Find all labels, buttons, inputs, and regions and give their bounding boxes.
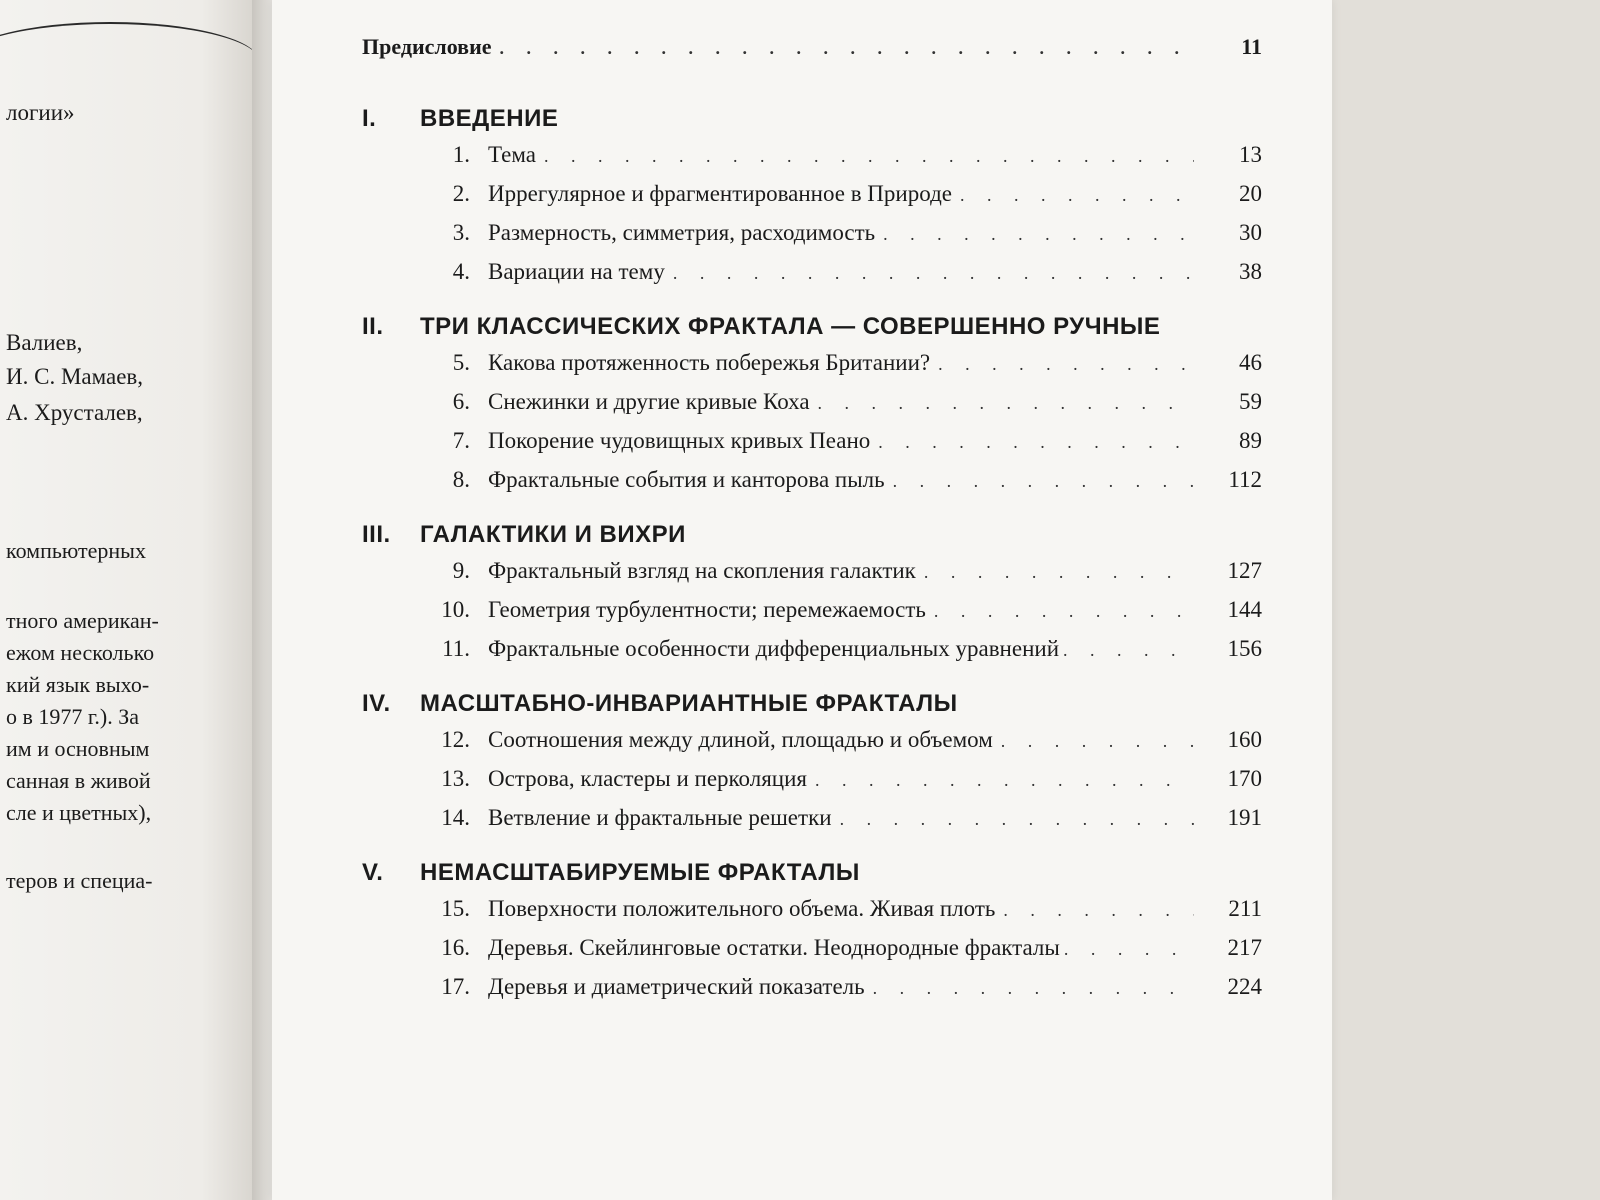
left-line: сле и цветных), <box>6 800 152 825</box>
left-line: санная в живой <box>6 768 151 793</box>
toc-entry-page: 11 <box>1241 34 1262 59</box>
left-line: И. С. Мамаев, <box>6 364 144 389</box>
toc-entry-title: Покорение чудовищных кривых Пеано <box>488 428 871 453</box>
chapter-number: III. <box>362 521 391 548</box>
toc-entry-number: 2. <box>452 181 470 206</box>
toc-entry <box>362 558 1262 597</box>
toc-entry <box>362 181 1262 220</box>
dot-leader <box>815 770 1194 791</box>
left-line: о в 1977 г.). За <box>6 704 140 729</box>
toc-entry-number: 9. <box>452 558 470 583</box>
dot-leader <box>673 263 1194 284</box>
dot-leader <box>818 393 1194 414</box>
table-of-contents <box>362 34 1262 1013</box>
toc-entry <box>362 896 1262 935</box>
dot-leader <box>883 224 1194 245</box>
toc-chapter-heading <box>362 520 1262 550</box>
toc-entry <box>362 428 1262 467</box>
toc-entry-title: Поверхности положительного объема. Живая плоть <box>488 896 996 921</box>
toc-entry-title: Фрактальные особенности дифференциальных уравнений <box>488 636 1060 661</box>
dot-leader <box>1001 731 1194 752</box>
toc-entry-number: 3. <box>452 220 470 245</box>
left-line: Валиев, <box>6 330 83 355</box>
toc-entry-number: 14. <box>441 805 470 830</box>
toc-entry <box>362 935 1262 974</box>
left-line: ежом несколько <box>6 640 155 665</box>
dot-leader <box>924 562 1194 583</box>
dot-leader <box>840 809 1194 830</box>
toc-entry-page: 30 <box>1239 220 1262 245</box>
toc-chapter-heading <box>362 312 1262 342</box>
toc-entry-page: 13 <box>1239 142 1262 167</box>
toc-entry-title: Снежинки и другие кривые Коха <box>488 389 810 414</box>
toc-entry-page: 144 <box>1227 597 1262 622</box>
toc-entry-title: Иррегулярное и фрагментированное в Природе <box>488 181 952 206</box>
toc-entry-number: 1. <box>452 142 470 167</box>
toc-entry-title: Предисловие <box>362 34 492 59</box>
toc-entry <box>362 636 1262 675</box>
dot-leader <box>960 185 1194 206</box>
toc-chapter-heading <box>362 858 1262 888</box>
toc-entry-number: 7. <box>452 428 470 453</box>
toc-entry <box>362 467 1262 506</box>
toc-entry-title: Деревья. Скейлинговые остатки. Неоднородные фракталы <box>488 935 1060 960</box>
chapter-title: МАСШТАБНО-ИНВАРИАНТНЫЕ ФРАКТАЛЫ <box>420 690 958 717</box>
chapter-number: V. <box>362 859 384 886</box>
toc-entry-title: Геометрия турбулентности; перемежаемость <box>488 597 926 622</box>
toc-entry-page: 38 <box>1239 259 1262 284</box>
toc-entry-number: 10. <box>441 597 470 622</box>
toc-entry-page: 20 <box>1239 181 1262 206</box>
toc-entry-title: Фрактальный взгляд на скопления галактик <box>488 558 916 583</box>
toc-entry-title: Тема <box>488 142 536 167</box>
left-line: тного американ- <box>6 608 159 633</box>
toc-entry-page: 112 <box>1228 467 1262 492</box>
toc-entry-title: Ветвление и фрактальные решетки <box>488 805 832 830</box>
toc-entry-title: Деревья и диаметрический показатель <box>488 974 865 999</box>
dot-leader <box>934 601 1194 622</box>
chapter-title: ГАЛАКТИКИ И ВИХРИ <box>420 521 686 548</box>
dot-leader <box>1003 900 1194 921</box>
chapter-number: I. <box>362 105 377 132</box>
toc-entry-page: 191 <box>1227 805 1262 830</box>
left-line: А. Хрусталев, <box>6 400 143 425</box>
dot-leader <box>938 354 1194 375</box>
dot-leader <box>544 146 1194 167</box>
dot-leader <box>500 38 1194 59</box>
toc-entry-title: Острова, кластеры и перколяция <box>488 766 807 791</box>
toc-entry-page: 156 <box>1227 636 1262 661</box>
left-line: теров и специа- <box>6 868 153 893</box>
toc-entry-title: Какова протяженность побережья Британии? <box>488 350 931 375</box>
toc-entry <box>362 766 1262 805</box>
toc-entry-title: Вариации на тему <box>488 259 665 284</box>
toc-entry-page: 46 <box>1239 350 1262 375</box>
toc-entry <box>362 350 1262 389</box>
toc-entry-page: 89 <box>1239 428 1262 453</box>
left-line: компьютерных <box>6 538 146 563</box>
dot-leader <box>1063 640 1198 661</box>
toc-entry <box>362 727 1262 766</box>
toc-entry <box>362 597 1262 636</box>
table-surface <box>1332 0 1600 1200</box>
toc-entry-page: 211 <box>1228 896 1262 921</box>
toc-entry-page: 160 <box>1227 727 1262 752</box>
toc-entry <box>362 220 1262 259</box>
toc-entry-number: 17. <box>441 974 470 999</box>
dot-leader <box>873 978 1194 999</box>
dot-leader <box>893 471 1194 492</box>
toc-entry-number: 13. <box>441 766 470 791</box>
toc-entry-page: 170 <box>1227 766 1262 791</box>
toc-entry-number: 12. <box>441 727 470 752</box>
dot-leader <box>1064 939 1198 960</box>
chapter-title: ВВЕДЕНИЕ <box>420 105 559 132</box>
chapter-title: ТРИ КЛАССИЧЕСКИХ ФРАКТАЛА — СОВЕРШЕННО РУЧНЫЕ <box>420 313 1161 340</box>
toc-entry-number: 4. <box>452 259 470 284</box>
dot-leader <box>878 432 1194 453</box>
toc-entry <box>362 389 1262 428</box>
toc-chapter-heading <box>362 689 1262 719</box>
toc-entry-number: 5. <box>452 350 470 375</box>
toc-entry-title: Соотношения между длиной, площадью и объемом <box>488 727 993 752</box>
left-line: логии» <box>6 100 75 125</box>
toc-chapter-heading <box>362 104 1262 134</box>
toc-entry-number: 16. <box>441 935 470 960</box>
chapter-number: IV. <box>362 690 391 717</box>
toc-entry <box>362 974 1262 1013</box>
left-line: кий язык выхо- <box>6 672 150 697</box>
left-line: им и основным <box>6 736 150 761</box>
toc-entry-page: 217 <box>1227 935 1262 960</box>
toc-entry-page: 224 <box>1227 974 1262 999</box>
toc-entry-title: Фрактальные события и канторова пыль <box>488 467 885 492</box>
toc-entry <box>362 259 1262 298</box>
toc-entry-number: 6. <box>452 389 470 414</box>
left-page <box>0 0 252 1200</box>
chapter-number: II. <box>362 313 384 340</box>
toc-entry-number: 15. <box>441 896 470 921</box>
toc-entry-page: 59 <box>1239 389 1262 414</box>
toc-entry <box>362 805 1262 844</box>
toc-entry-page: 127 <box>1227 558 1262 583</box>
chapter-title: НЕМАСШТАБИРУЕМЫЕ ФРАКТАЛЫ <box>420 859 860 886</box>
toc-entry-number: 8. <box>452 467 470 492</box>
toc-preface <box>362 34 1262 90</box>
toc-entry-title: Размерность, симметрия, расходимость <box>488 220 876 245</box>
toc-entry-number: 11. <box>442 636 470 661</box>
toc-entry <box>362 142 1262 181</box>
